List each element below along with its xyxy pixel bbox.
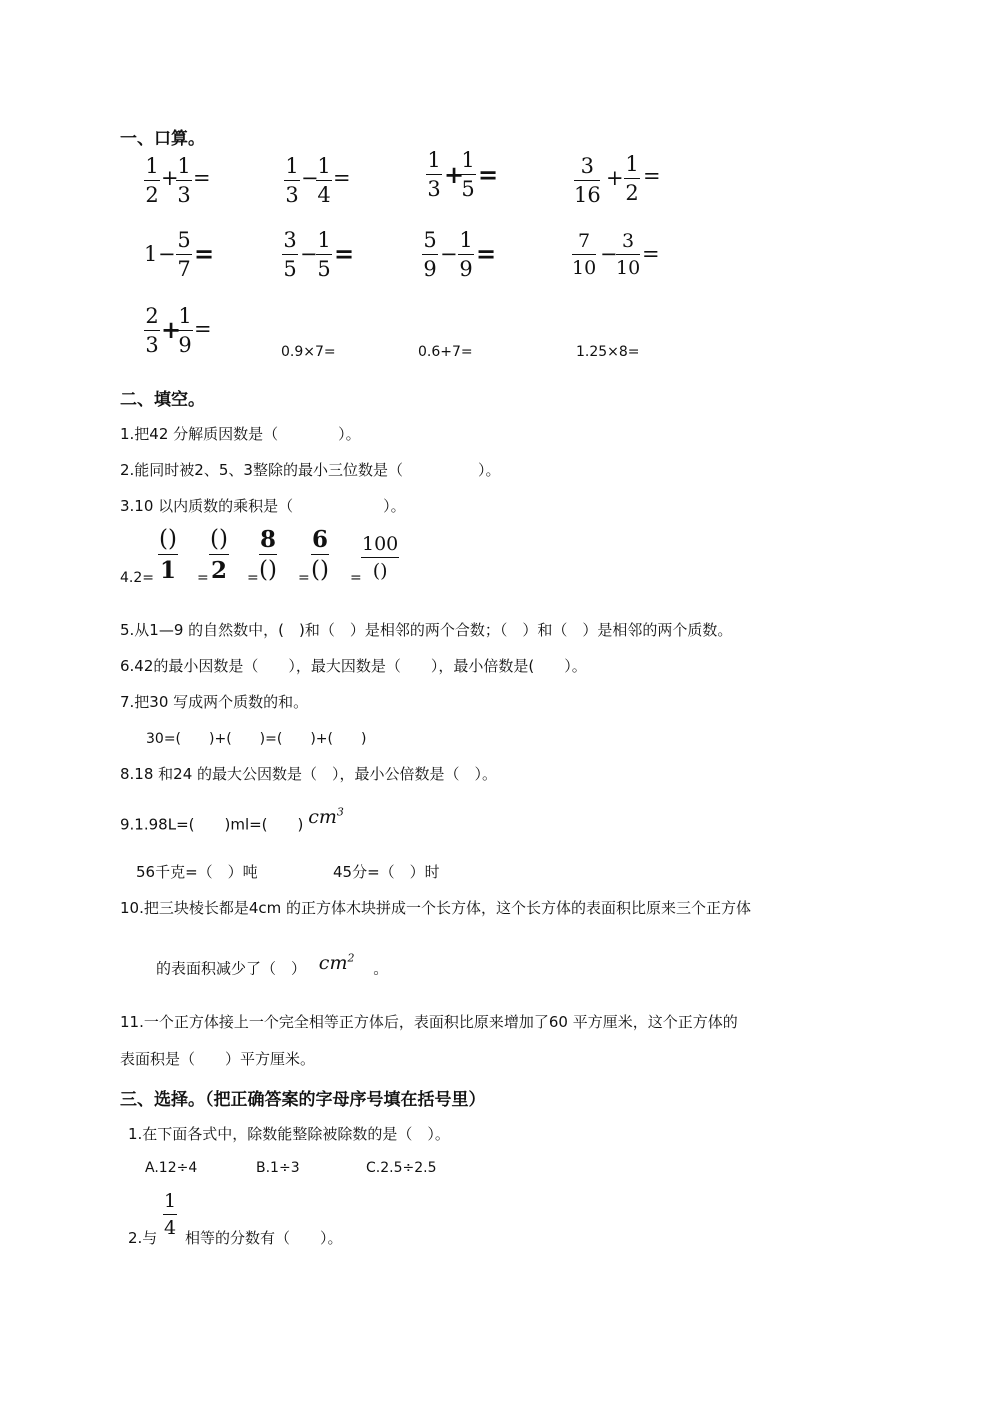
equals-sign: =: [478, 160, 499, 189]
plus-sign: +: [606, 166, 624, 190]
problem-12: 1.25×8=: [576, 344, 640, 360]
equals-sign: =: [476, 239, 497, 268]
whole-number: 1: [144, 242, 158, 266]
equals-sign: =: [194, 239, 215, 268]
fraction: $\frac{5}{9}$: [423, 228, 437, 281]
minus-sign: −: [158, 242, 176, 266]
fraction: $\frac{1}{2}$: [145, 154, 159, 207]
fraction: $\frac{1}{2}$: [625, 152, 639, 205]
fill-question-10-continued: 的表面积减少了（ ） $cm^2$ 。: [156, 952, 389, 978]
fraction: $\frac{3}{16}$: [574, 154, 601, 207]
equals-sign: =: [350, 570, 362, 586]
fill-question-11: 11.一个正方体接上一个完全相等正方体后，表面积比原来增加了60 平方厘米，这个正方体的: [120, 1013, 738, 1031]
fraction: 6 (): [311, 526, 329, 583]
fill-question-9-line2a: 56千克=（ ）吨: [136, 863, 258, 881]
cubic-centimeter-unit: $cm^3$: [308, 806, 344, 829]
fraction: 100 (): [362, 533, 399, 582]
fraction: () 2: [210, 526, 228, 584]
equals-sign: =: [247, 570, 259, 586]
square-centimeter-unit: $cm^2$: [318, 952, 355, 975]
plus-sign: +: [161, 166, 179, 190]
choice-1-option-b: B.1÷3: [256, 1160, 300, 1176]
fraction: $\frac{2}{3}$: [145, 304, 159, 357]
fill-question-8: 8.18 和24 的最大公因数是（ ），最小公倍数是（ ）。: [120, 765, 498, 783]
fraction: 8 (): [259, 526, 277, 583]
fill-question-7: 7.把30 写成两个质数的和。: [120, 693, 309, 711]
q4-lead: 4.2=: [120, 570, 154, 586]
fraction: $\frac{1}{9}$: [459, 228, 473, 281]
fill-question-9-line2b: 45分=（ ）时: [333, 863, 440, 881]
fraction: $\frac{1}{9}$: [178, 304, 192, 357]
fill-question-2: 2.能同时被2、5、3整除的最小三位数是（ ）。: [120, 461, 501, 479]
equals-sign: =: [642, 242, 660, 266]
plus-sign: +: [444, 160, 465, 189]
fraction: $\frac{1}{4}$: [317, 154, 331, 207]
section1-title: 一、口算。: [120, 129, 205, 149]
problem-11: 0.6+7=: [418, 344, 473, 360]
fill-question-9: 9.1.98L=( )ml=( ) $cm^3$: [120, 806, 344, 834]
problem-10: 0.9×7=: [281, 344, 336, 360]
minus-sign: −: [600, 242, 618, 266]
fraction: $\frac{1}{5}$: [461, 148, 475, 201]
minus-sign: −: [301, 166, 319, 190]
fraction: $\frac{3}{5}$: [283, 228, 297, 281]
choice-2-suffix: 相等的分数有（ ）。: [185, 1229, 343, 1247]
fill-question-3: 3.10 以内质数的乘积是（ ）。: [120, 497, 406, 515]
choice-1-option-a: A.12÷4: [145, 1160, 198, 1176]
fill-question-7-answer-line: 30=( )+( )=( )+( ): [146, 731, 367, 747]
fraction: $\frac{5}{7}$: [177, 228, 191, 281]
equals-sign: =: [298, 570, 310, 586]
choice-1-option-c: C.2.5÷2.5: [366, 1160, 437, 1176]
choice-question-1: 1.在下面各式中，除数能整除被除数的是（ ）。: [128, 1125, 450, 1143]
equals-sign: =: [194, 317, 212, 341]
choice-2-prefix: 2.与: [128, 1229, 158, 1247]
fill-question-6: 6.42的最小因数是（ ），最大因数是（ ），最小倍数是( ）。: [120, 657, 587, 675]
fraction: $\frac{1}{5}$: [317, 228, 331, 281]
equals-sign: =: [643, 164, 661, 188]
fraction: $\frac{1}{3}$: [427, 148, 441, 201]
fill-question-11-continued: 表面积是（ ）平方厘米。: [120, 1050, 316, 1068]
fraction: $\frac{1}{4}$: [164, 1190, 177, 1239]
fraction: () 1: [159, 526, 177, 584]
fraction: $\frac{1}{3}$: [285, 154, 299, 207]
equals-sign: =: [334, 239, 355, 268]
section2-title: 二、填空。: [120, 390, 205, 410]
fraction: $\frac{1}{3}$: [177, 154, 191, 207]
minus-sign: −: [300, 242, 318, 266]
fraction: $\frac{3}{10}$: [616, 230, 641, 279]
equals-sign: =: [333, 166, 351, 190]
fill-question-1: 1.把42 分解质因数是（ ）。: [120, 425, 361, 443]
fill-question-10: 10.把三块棱长都是4cm 的正方体木块拼成一个长方体，这个长方体的表面积比原来三个正方体: [120, 899, 752, 917]
plus-sign: +: [161, 315, 182, 344]
fraction: $\frac{7}{10}$: [572, 230, 597, 279]
minus-sign: −: [440, 242, 458, 266]
fill-question-5: 5.从1—9 的自然数中，( )和（ ）是相邻的两个合数；（ ）和（ ）是相邻的两个质数。: [120, 621, 733, 639]
equals-sign: =: [193, 166, 211, 190]
section3-title: 三、选择。（把正确答案的字母序号填在括号里）: [120, 1090, 486, 1110]
equals-sign: =: [197, 570, 209, 586]
